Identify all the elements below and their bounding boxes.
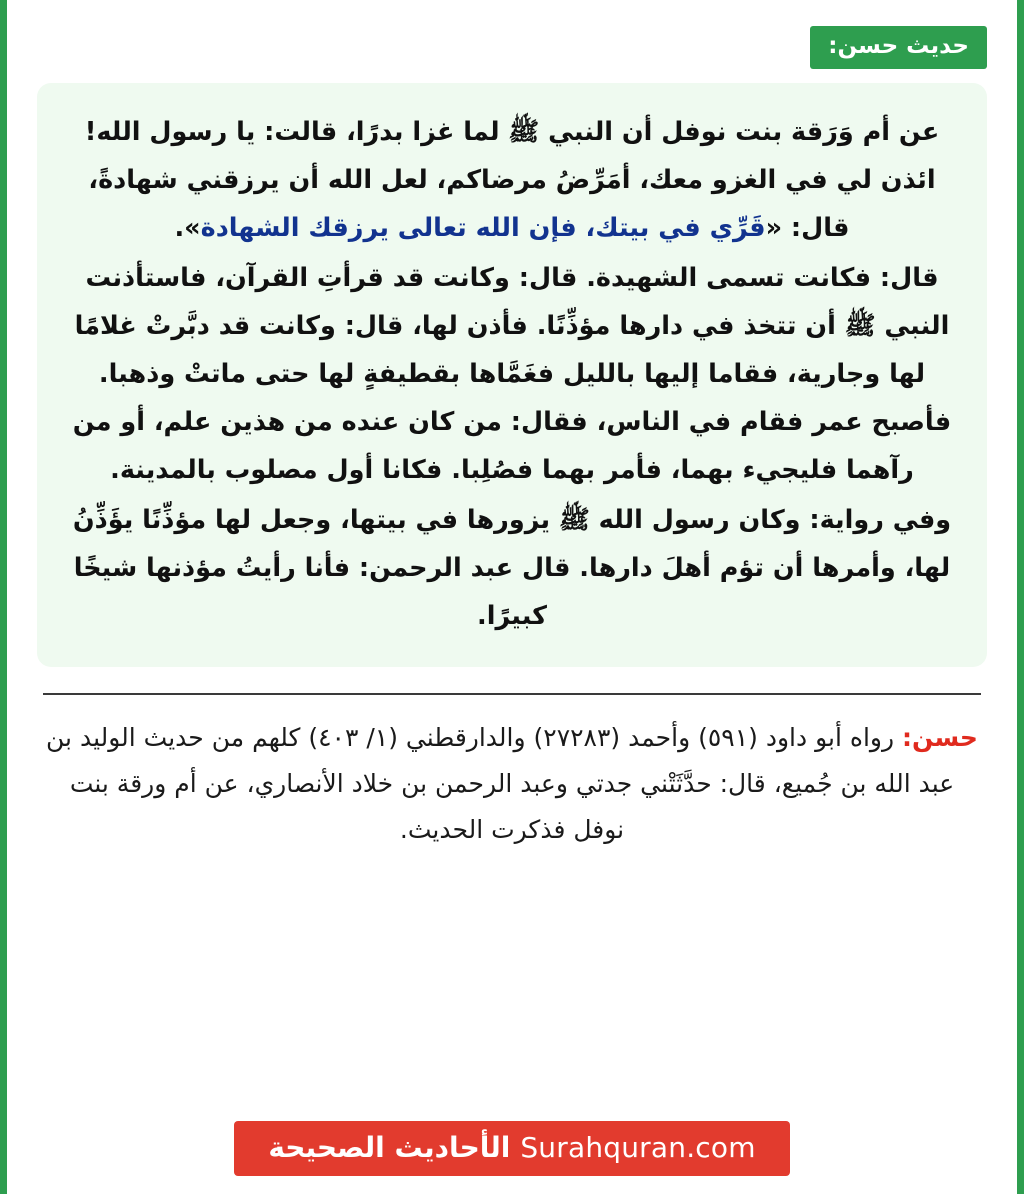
takhrij-section (37, 715, 987, 854)
hadith-paragraph-2: قال: فكانت تسمى الشهيدة. قال: وكانت قد قرأتِ القرآن، فاستأذنت النبي ﷺ أن تتخذ في دارها مؤذِّنًا. فأذن لها، قال: وكانت قد دبَّرتْ غلامًا لها وجارية، فقاما إليها بالليل فغَمَّاها بقطيفةٍ لها حتى ماتتْ وذهبا. فأصبح عمر فقام في الناس، فقال: من كان عنده من هذين علم، أو من رآهما فليجيء بهما، فأمر بهما فصُلِبا. فكانا أول مصلوب بالمدينة. (72, 263, 952, 485)
hadith-text-normal-2: ». (174, 213, 201, 244)
hadith-text-normal-1: عن أم وَرَقة بنت نوفل أن النبي ﷺ لما غزا بدرًا، قالت: يا رسول الله! ائذن لي في الغزو معك، أمَرِّضُ مرضاكم، لعل الله أن يرزقني شهادةً، قال: « (84, 117, 940, 244)
site-name: Surahquran.com (520, 1131, 756, 1164)
footer-row (37, 1121, 987, 1194)
grade-badge-row (37, 26, 987, 69)
footer-banner[interactable] (234, 1121, 789, 1176)
hadith-text-box (37, 83, 987, 666)
hadith-text-quoted: قَرِّي في بيتك، فإن الله تعالى يرزقك الشهادة (200, 213, 766, 244)
takhrij-body-text: رواه أبو داود (٥٩١) وأحمد (٢٧٢٨٣) والدارقطني (١/ ٤٠٣) كلهم من حديث الوليد بن عبد الله بن جُميع، قال: حدَّثَتْني جدتي وعبد الرحمن بن خلاد الأنصاري، عن أم ورقة بنت نوفل فذكرت الحديث. (46, 722, 955, 845)
takhrij-paragraph (41, 715, 983, 854)
takhrij-grade-word: حسن: (902, 722, 978, 752)
hadith-paragraph-3: وفي رواية: وكان رسول الله ﷺ يزورها في بيتها، وجعل لها مؤذِّنًا يؤَذِّنُ لها، وأمرها أن تؤم أهلَ دارها. قال عبد الرحمن: فأنا رأيتُ مؤذنها شيخًا كبيرًا. (72, 504, 952, 631)
divider (43, 693, 981, 695)
grade-badge: حديث حسن: (810, 26, 987, 69)
hadith-paragraph-1 (65, 109, 959, 253)
footer-label: الأحاديث الصحيحة (268, 1131, 511, 1164)
page-container (7, 0, 1017, 1194)
